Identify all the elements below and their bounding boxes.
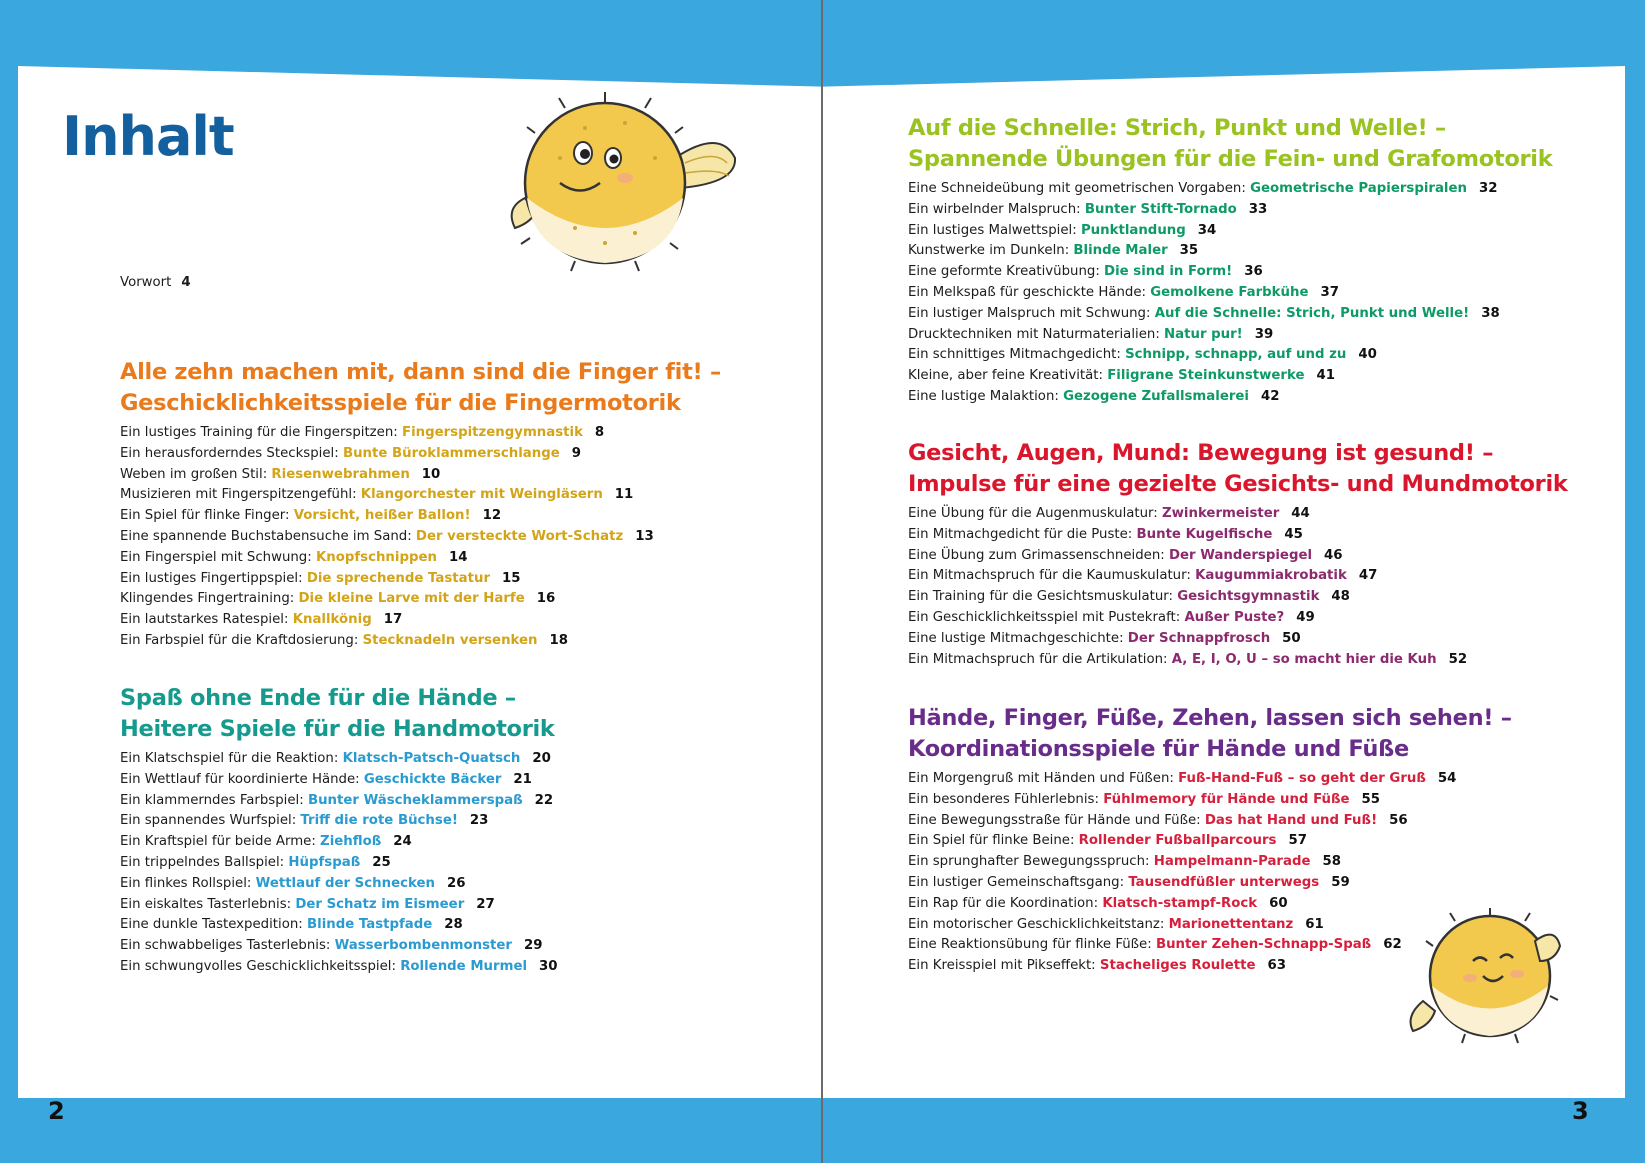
toc-entry-page: 63 [1267,958,1287,974]
toc-entry[interactable] [908,366,1608,387]
toc-entry-page: 57 [1288,833,1307,849]
toc-entry[interactable] [908,283,1608,304]
toc-entry[interactable] [120,485,820,506]
toc-entry-page: 14 [448,549,468,565]
section-heading: Spaß ohne Ende für die Hände – Heitere Spiele für die Handmotorik [120,685,555,742]
page-title: Inhalt [62,105,234,168]
section-heading: Alle zehn machen mit, dann sind die Finger fit! – Geschicklichkeitsspiele für die Fingermotorik [120,359,721,416]
toc-entry[interactable] [120,444,820,465]
toc-entry-title[interactable]: A, E, I, O, U – so macht hier die Kuh [1171,651,1437,667]
toc-entry-page: 37 [1320,284,1339,300]
toc-entry[interactable] [120,589,820,610]
pufferfish-icon [1411,908,1560,1043]
toc-entry-page: 11 [614,487,634,503]
toc-entry-page: 50 [1282,630,1301,646]
toc-entry-title[interactable]: Geometrische Papierspiralen [1250,181,1467,196]
pufferfish-illustration-left [505,88,745,278]
toc-entry[interactable] [120,957,820,978]
toc-entry[interactable] [120,465,820,486]
toc-entry-description: Eine lustige Malaktion: [908,388,1064,404]
toc-entry[interactable] [120,749,820,770]
toc-entry[interactable] [120,936,820,957]
toc-entry-list [120,749,820,978]
toc-entry-title[interactable]: Marionettentanz [1168,916,1294,932]
toc-entry-page: 48 [1331,589,1350,605]
toc-entry-list [908,179,1608,408]
toc-entry-description: Kunstwerke im Dunkeln: [908,243,1074,259]
toc-entry-description: Ein Wettlauf für koordinierte Hände: [120,771,364,787]
toc-entry-title[interactable]: Der Wanderspiegel [1168,547,1313,563]
toc-entry[interactable] [908,811,1608,832]
toc-entry-title[interactable]: Der versteckte Wort-Schatz [415,528,624,544]
toc-entry-page: 25 [372,854,391,870]
toc-entry-description: Eine lustige Mitmachgeschichte: [908,630,1128,646]
toc-entry-title[interactable]: Wettlauf der Schnecken [255,875,435,891]
toc-entry-description: Ein Morgengruß mit Händen und Füßen: [908,771,1179,786]
toc-entry-description: Eine geformte Kreativübung: [908,264,1105,280]
toc-entry-page: 47 [1358,568,1378,584]
toc-entry-description: Ein eiskaltes Tasterlebnis: [120,896,296,912]
toc-entry[interactable] [908,629,1608,650]
toc-entry-title[interactable]: Bunte Kugelfische [1136,526,1273,542]
toc-entry[interactable] [908,873,1608,894]
toc-entry-description: Kleine, aber feine Kreativität: [908,368,1108,384]
toc-entry-title[interactable]: Bunter Zehen-Schnapp-Spaß [1155,937,1372,953]
toc-entry-page: 52 [1448,651,1468,667]
toc-entry-title[interactable]: Bunter Stift-Tornado [1084,201,1237,217]
toc-entry[interactable] [120,791,820,812]
page-number-right: 3 [1572,1097,1589,1125]
toc-entry-page: 62 [1383,937,1402,953]
toc-entry-title[interactable]: Gesichtsgymnastik [1177,589,1320,605]
toc-entry-page: 12 [482,508,502,524]
toc-entry[interactable] [908,608,1608,629]
toc-entry[interactable] [908,241,1608,262]
toc-entry-page: 18 [549,632,569,648]
toc-entry[interactable] [908,587,1608,608]
section-heading: Hände, Finger, Füße, Zehen, lassen sich sehen! – Koordinationsspiele für Hände und Füße [908,705,1512,762]
toc-entry-title[interactable]: Stecknadeln versenken [362,632,538,648]
toc-entry-title[interactable]: Hüpfspaß [288,854,361,870]
toc-entry-page: 26 [446,875,466,891]
toc-entry-page: 21 [513,771,532,787]
toc-entry-description: Eine Schneideübung mit geometrischen Vorgaben: [908,181,1251,196]
toc-entry-description: Ein Mitmachspruch für die Artikulation: [908,651,1172,667]
toc-entry[interactable] [120,423,820,444]
toc-entry-page: 58 [1322,854,1342,870]
toc-entry-title[interactable]: Auf die Schnelle: Strich, Punkt und Welle! [1154,305,1470,321]
toc-entry[interactable] [908,221,1608,242]
toc-entry-page: 60 [1269,895,1288,911]
toc-entry-title[interactable]: Die sind in Form! [1104,264,1233,280]
toc-entry-title[interactable]: Wasserbombenmonster [334,938,512,954]
toc-entry-page: 23 [469,813,489,829]
toc-entry-page: 35 [1179,243,1199,259]
toc-entry-title[interactable]: Klatsch-stampf-Rock [1102,895,1258,911]
toc-entry[interactable] [908,325,1608,346]
toc-entry-description: Ein lustiges Training für die Fingerspitzen: [120,425,402,440]
toc-entry-title[interactable]: Außer Puste? [1184,609,1285,625]
toc-entry-title[interactable]: Stacheliges Roulette [1099,958,1256,974]
toc-entry-description: Ein Fingerspiel mit Schwung: [120,549,316,565]
toc-entry[interactable] [120,895,820,916]
toc-entry-description: Ein wirbelnder Malspruch: [908,201,1085,217]
vorwort-page: 4 [181,275,191,290]
toc-entry-page: 34 [1197,222,1217,238]
toc-entry-page: 10 [421,466,441,482]
toc-entry[interactable] [120,853,820,874]
section-heading: Auf die Schnelle: Strich, Punkt und Welle! – Spannende Übungen für die Fein- und Grafomotorik [908,115,1553,172]
toc-entry-list [120,423,820,652]
toc-entry-title[interactable]: Schnipp, schnapp, auf und zu [1125,347,1347,363]
toc-entry-page: 59 [1331,874,1350,890]
toc-entry-description: Eine dunkle Tastexpedition: [120,917,307,933]
toc-entry[interactable] [120,610,820,631]
toc-entry[interactable] [908,546,1608,567]
toc-entry-title[interactable]: Rollende Murmel [400,958,528,974]
toc-entry-description: Ein Spiel für flinke Beine: [908,833,1079,849]
toc-entry-page: 13 [635,528,654,544]
toc-section-mundmotorik [908,438,1608,670]
pufferfish-illustration-right [1405,906,1565,1046]
toc-entry-page: 46 [1324,547,1343,563]
toc-entry[interactable] [120,832,820,853]
toc-entry-page: 55 [1361,791,1381,807]
toc-entry[interactable] [908,769,1608,790]
toc-entry-page: 45 [1284,526,1303,542]
toc-entry-page: 44 [1291,506,1310,521]
toc-entry-title[interactable]: Hampelmann-Parade [1153,854,1311,870]
toc-entry-page: 33 [1248,201,1268,217]
toc-entry-page: 9 [571,445,582,461]
toc-entry-description: Ein klammerndes Farbspiel: [120,792,308,808]
pufferfish-icon [512,92,735,271]
toc-entry[interactable] [120,569,820,590]
toc-entry-page: 40 [1358,347,1377,363]
toc-entry[interactable] [120,548,820,569]
toc-entry-page: 42 [1260,388,1280,404]
toc-entry-title[interactable]: Gezogene Zufallsmalerei [1063,388,1249,404]
toc-entry-title[interactable]: Fuß-Hand-Fuß – so geht der Gruß [1178,771,1426,786]
toc-entry-description: Ein spannendes Wurfspiel: [120,813,301,829]
toc-entry-description: Ein flinkes Rollspiel: [120,875,256,891]
toc-entry[interactable] [908,852,1608,873]
toc-entry[interactable] [908,345,1608,366]
toc-entry-title[interactable]: Filigrane Steinkunstwerke [1107,368,1305,384]
toc-entry-page: 22 [534,792,554,808]
toc-entry-title[interactable]: Kaugummiakrobatik [1195,568,1347,584]
toc-entry-title[interactable]: Klatsch-Patsch-Quatsch [342,751,521,766]
toc-entry-title[interactable]: Ziehfloß [320,834,382,850]
toc-entry-page: 24 [393,834,412,850]
toc-entry-description: Ein schwungvolles Geschicklichkeitsspiel: [120,958,401,974]
toc-entry-description: Drucktechniken mit Naturmaterialien: [908,326,1165,342]
toc-entry-page: 17 [383,612,403,628]
toc-entry-title[interactable]: Der Schnappfrosch [1127,630,1271,646]
toc-entry-description: Ein lustiges Fingertippspiel: [120,570,307,586]
toc-entry-description: Eine Bewegungsstraße für Hände und Füße: [908,812,1205,828]
toc-entry[interactable] [908,200,1608,221]
toc-entry-description: Ein Melkspaß für geschickte Hände: [908,284,1151,300]
toc-entry-title[interactable]: Das hat Hand und Fuß! [1204,812,1378,828]
toc-entry-page: 16 [536,591,556,607]
toc-entry-description: Ein Farbspiel für die Kraftdosierung: [120,632,363,648]
toc-entry-description: Ein schnittiges Mitmachgedicht: [908,347,1126,363]
toc-entry[interactable] [908,179,1608,200]
toc-entry-description: Ein Kreisspiel mit Pikseffekt: [908,958,1100,974]
toc-entry-description: Eine Reaktionsübung für flinke Füße: [908,937,1156,953]
toc-entry-description: Ein schwabbeliges Tasterlebnis: [120,938,335,954]
toc-entry-title[interactable]: Knallkönig [292,612,372,628]
toc-entry-description: Ein Klatschspiel für die Reaktion: [120,751,343,766]
toc-entry-page: 54 [1437,771,1457,786]
toc-entry-description: Ein lautstarkes Ratespiel: [120,612,293,628]
toc-entry-description: Ein Mitmachspruch für die Kaumuskulatur: [908,568,1196,584]
toc-entry-description: Ein lustiger Malspruch mit Schwung: [908,305,1155,321]
toc-section-fingermotorik [120,357,820,652]
toc-section-grafomotorik [908,113,1608,408]
toc-entry-description: Ein trippelndes Ballspiel: [120,854,289,870]
toc-entry-description: Ein besonderes Fühlerlebnis: [908,791,1104,807]
toc-entry-description: Ein Geschicklichkeitsspiel mit Pustekraft: [908,609,1185,625]
page-number-left: 2 [48,1097,65,1125]
toc-entry-description: Ein Kraftspiel für beide Arme: [120,834,321,850]
toc-entry-description: Ein lustiges Malwettspiel: [908,222,1081,238]
toc-entry-description: Eine Übung zum Grimassenschneiden: [908,547,1169,563]
toc-entry-title[interactable]: Klangorchester mit Weingläsern [360,487,603,503]
section-heading: Gesicht, Augen, Mund: Bewegung ist gesund! – Impulse für eine gezielte Gesichts- und Mundmotorik [908,440,1568,497]
toc-entry[interactable] [908,650,1608,671]
toc-entry[interactable] [908,262,1608,283]
toc-entry-description: Ein sprunghafter Bewegungsspruch: [908,854,1154,870]
toc-entry-title[interactable]: Tausendfüßler unterwegs [1128,874,1320,890]
toc-entry[interactable] [908,831,1608,852]
toc-entry-page: 61 [1305,916,1324,932]
toc-entry-title[interactable]: Triff die rote Büchse! [300,813,458,829]
toc-entry-title[interactable]: Punktlandung [1080,222,1186,238]
toc-entry-title[interactable]: Bunte Büroklammerschlange [342,445,560,461]
toc-entry-page: 49 [1296,609,1315,625]
toc-entry[interactable] [120,874,820,895]
toc-entry-title[interactable]: Rollender Fußballparcours [1078,833,1277,849]
toc-entry-title[interactable]: Riesenwebrahmen [271,466,410,482]
toc-entry-page: 41 [1316,368,1336,384]
toc-entry-page: 28 [444,917,463,933]
toc-entry[interactable] [120,811,820,832]
toc-entry-description: Ein Rap für die Koordination: [908,895,1103,911]
toc-entry-vorwort[interactable] [120,275,191,290]
toc-entry-page: 56 [1389,812,1408,828]
toc-entry-title[interactable]: Blinde Maler [1073,243,1168,259]
toc-entry[interactable] [120,770,820,791]
toc-entry[interactable] [908,566,1608,587]
toc-entry[interactable] [120,527,820,548]
toc-entry-description: Weben im großen Stil: [120,466,272,482]
toc-entry-description: Ein motorischer Geschicklichkeitstanz: [908,916,1169,932]
toc-entry[interactable] [908,525,1608,546]
toc-entry-title[interactable]: Knopfschnippen [315,549,437,565]
toc-entry[interactable] [908,304,1608,325]
toc-entry-title[interactable]: Der Schatz im Eismeer [295,896,465,912]
toc-entry[interactable] [908,504,1608,525]
toc-entry-page: 39 [1254,326,1274,342]
toc-entry-list [908,504,1608,670]
toc-entry[interactable] [120,631,820,652]
toc-entry-page: 32 [1478,181,1498,196]
toc-entry[interactable] [120,506,820,527]
toc-entry-page: 30 [539,958,558,974]
toc-entry-page: 8 [594,425,605,440]
book-spine [821,0,823,1163]
toc-entry-page: 29 [523,938,543,954]
toc-entry-title[interactable]: Geschickte Bäcker [363,771,502,787]
toc-entry-title[interactable]: Blinde Tastpfade [307,917,433,933]
toc-entry-page: 36 [1244,264,1263,280]
toc-entry-title[interactable]: Die sprechende Tastatur [306,570,491,586]
toc-entry-title[interactable]: Fingerspitzengymnastik [401,425,583,440]
toc-entry-title[interactable]: Fühlmemory für Hände und Füße [1103,791,1350,807]
toc-entry-title[interactable]: Vorsicht, heißer Ballon! [293,508,471,524]
toc-entry[interactable] [908,387,1608,408]
toc-entry-description: Ein Mitmachgedicht für die Puste: [908,526,1137,542]
toc-entry[interactable] [908,790,1608,811]
toc-section-handmotorik [120,683,820,978]
toc-entry-description: Musizieren mit Fingerspitzengefühl: [120,487,361,503]
toc-entry-title[interactable]: Gemolkene Farbkühe [1150,284,1309,300]
toc-entry-description: Klingendes Fingertraining: [120,591,299,607]
toc-entry-page: 38 [1481,305,1500,321]
toc-entry-description: Eine Übung für die Augenmuskulatur: [908,506,1162,521]
toc-entry-page: 15 [502,570,521,586]
vorwort-label: Vorwort [120,275,172,290]
toc-entry-description: Ein Training für die Gesichtsmuskulatur: [908,589,1178,605]
toc-entry-title[interactable]: Natur pur! [1164,326,1243,342]
toc-entry-description: Ein lustiger Gemeinschaftsgang: [908,874,1129,890]
toc-entry-page: 20 [532,751,551,766]
toc-entry-title[interactable]: Die kleine Larve mit der Harfe [298,591,525,607]
toc-entry-page: 27 [476,896,495,912]
toc-entry-title[interactable]: Zwinkermeister [1162,506,1280,521]
toc-entry-description: Eine spannende Buchstabensuche im Sand: [120,528,416,544]
toc-entry-description: Ein Spiel für flinke Finger: [120,508,294,524]
toc-entry-description: Ein herausforderndes Steckspiel: [120,445,343,461]
toc-entry-title[interactable]: Bunter Wäscheklammerspaß [307,792,523,808]
toc-entry[interactable] [120,915,820,936]
